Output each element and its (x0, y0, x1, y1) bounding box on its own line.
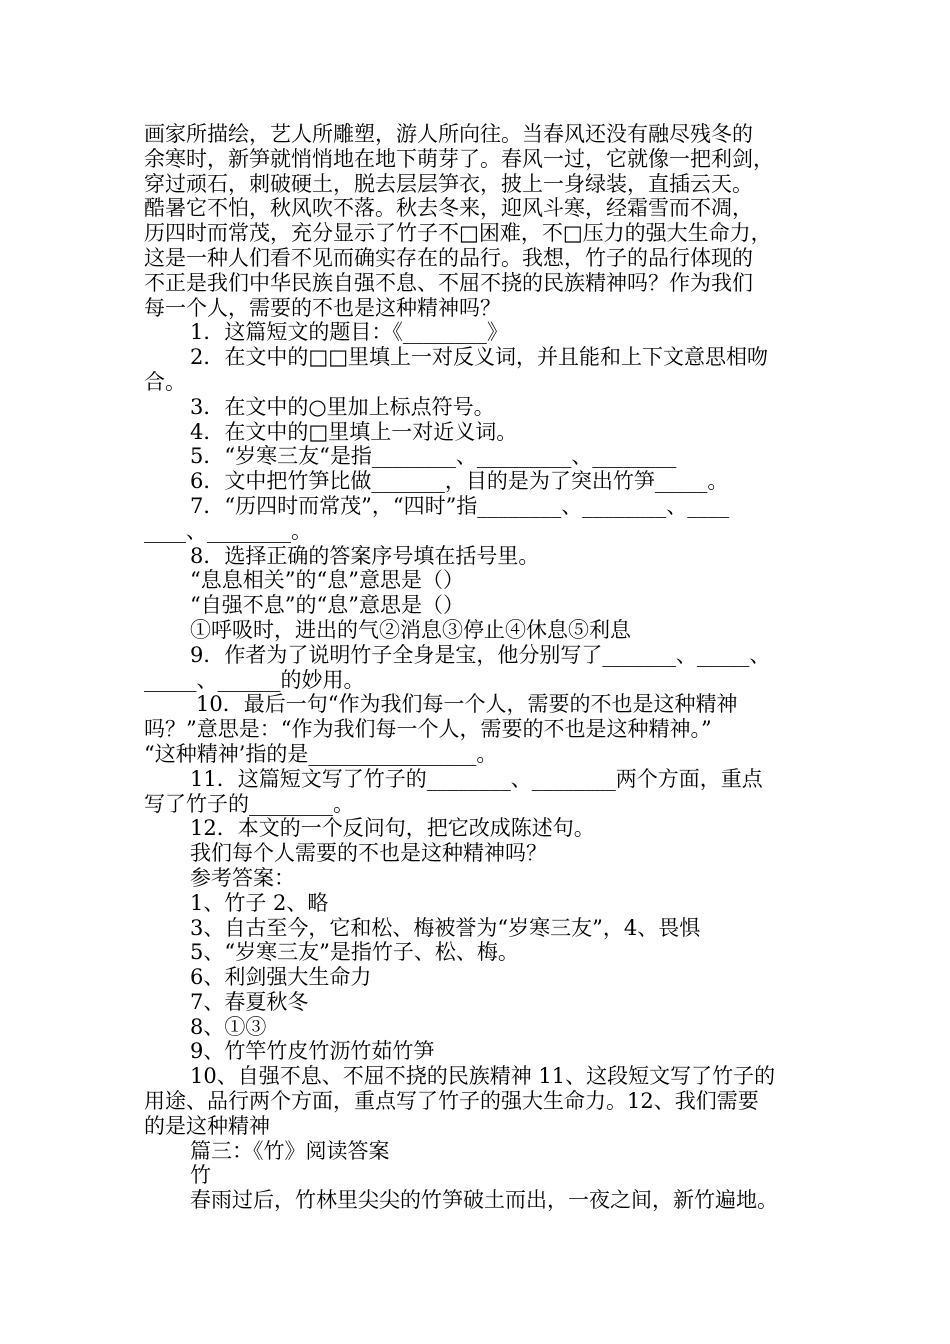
document-body (144, 122, 814, 1213)
passage-line: 这是一种人们看不见而确实存在的品行。我想，竹子的品行体现的 (144, 245, 753, 270)
answer-item: 1、竹子 2、略 (190, 890, 329, 915)
answer-item: 8、①③ (190, 1014, 267, 1039)
question-10-continued: 吗？”意思是：“作为我们每一个人，需要的不也是这种精神。” (144, 717, 712, 742)
questions-list (144, 320, 814, 866)
passage-line: 穿过顽石，刺破硬土，脱去层层笋衣，披上一身绿装，直插云天。 (144, 171, 753, 196)
passage-line: 余寒时，新笋就悄悄地在地下萌芽了。春风一过，它就像一把利剑， (144, 146, 774, 171)
question-8-item-2: “自强不息”的“息”意思是（） (190, 593, 464, 618)
question-8-options: ①呼吸时，进出的气②消息③停止④休息⑤利息 (190, 617, 631, 642)
question-6: 6．文中把竹笋比做_______，目的是为了突出竹笋_____。 (190, 469, 729, 494)
next-section (144, 1139, 814, 1213)
question-2: 2．在文中的□□里填上一对反义词，并且能和上下文意思相吻 (190, 345, 769, 370)
question-4: 4．在文中的□里填上一对近义词。 (190, 419, 518, 444)
question-9-continued: _____、______的妙用。 (144, 667, 365, 692)
question-7-continued: ____、________。 (144, 518, 312, 543)
passage-line: 历四时而常茂，充分显示了竹子不□困难，不□压力的强大生命力， (144, 221, 772, 246)
question-3: 3．在文中的○里加上标点符号。 (190, 394, 495, 419)
section-subtitle: 竹 (190, 1163, 211, 1188)
section-title: 篇三：《竹》阅读答案 (190, 1138, 390, 1163)
answer-item: 6、利剑强大生命力 (190, 965, 372, 990)
section-first-line: 春雨过后，竹林里尖尖的竹笋破土而出，一夜之间，新竹遍地。 (190, 1188, 778, 1213)
question-1: 1．这篇短文的题目：《________》 (190, 320, 508, 345)
answer-item-continued: 的是这种精神 (144, 1113, 270, 1138)
answer-item: 5、“岁寒三友”是指竹子、松、梅。 (190, 940, 519, 965)
question-8: 8．选择正确的答案序号填在括号里。 (190, 543, 540, 568)
question-7: 7．“历四时而常茂”，“四时”指________、________、____ (190, 493, 730, 518)
answer-key (144, 866, 814, 1139)
answer-item: 10、自强不息、不屈不挠的民族精神 11、这段短文写了竹子的 (190, 1064, 776, 1089)
question-10-continued-2: “这种精神’指的是________________。 (144, 741, 498, 766)
question-5: 5．“岁寒三友“是指________、_________、________ (190, 444, 677, 469)
passage-text (144, 122, 814, 320)
answer-item: 3、自古至今，它和松、梅被誉为“岁寒三友”，4、畏惧 (190, 915, 701, 940)
question-12-sentence: 我们每个人需要的不也是这种精神吗？ (190, 841, 547, 866)
passage-line: 酷暑它不怕，秋风吹不落。秋去冬来，迎风斗寒，经霜雪而不凋， (144, 196, 753, 221)
answer-item-continued: 用途、品行两个方面，重点写了竹子的强大生命力。12、我们需要 (144, 1089, 759, 1114)
question-2-continued: 合。 (144, 369, 186, 394)
question-9: 9．作者为了说明竹子全身是宝，他分别写了_______、_____、 (190, 642, 771, 667)
question-12: 12．本文的一个反问句，把它改成陈述句。 (190, 816, 595, 841)
passage-line: 每一个人，需要的不也是这种精神吗？ (144, 295, 501, 320)
question-8-item-1: “息息相关”的“息”意思是（） (190, 568, 464, 593)
question-10: 10．最后一句“作为我们每一个人，需要的不也是这种精神 (196, 692, 738, 717)
passage-line: 画家所描绘，艺人所雕塑，游人所向往。当春风还没有融尽残冬的 (144, 122, 753, 146)
question-11-continued: 写了竹子的________。 (144, 791, 354, 816)
answer-heading: 参考答案： (190, 865, 295, 890)
question-11: 11．这篇短文写了竹子的________、________两个方面，重点 (190, 766, 763, 791)
answer-item: 7、春夏秋冬 (190, 989, 309, 1014)
answer-item: 9、竹竿竹皮竹沥竹茹竹笋 (190, 1039, 435, 1064)
passage-line: 不正是我们中华民族自强不息、不屈不挠的民族精神吗？作为我们 (144, 270, 753, 295)
